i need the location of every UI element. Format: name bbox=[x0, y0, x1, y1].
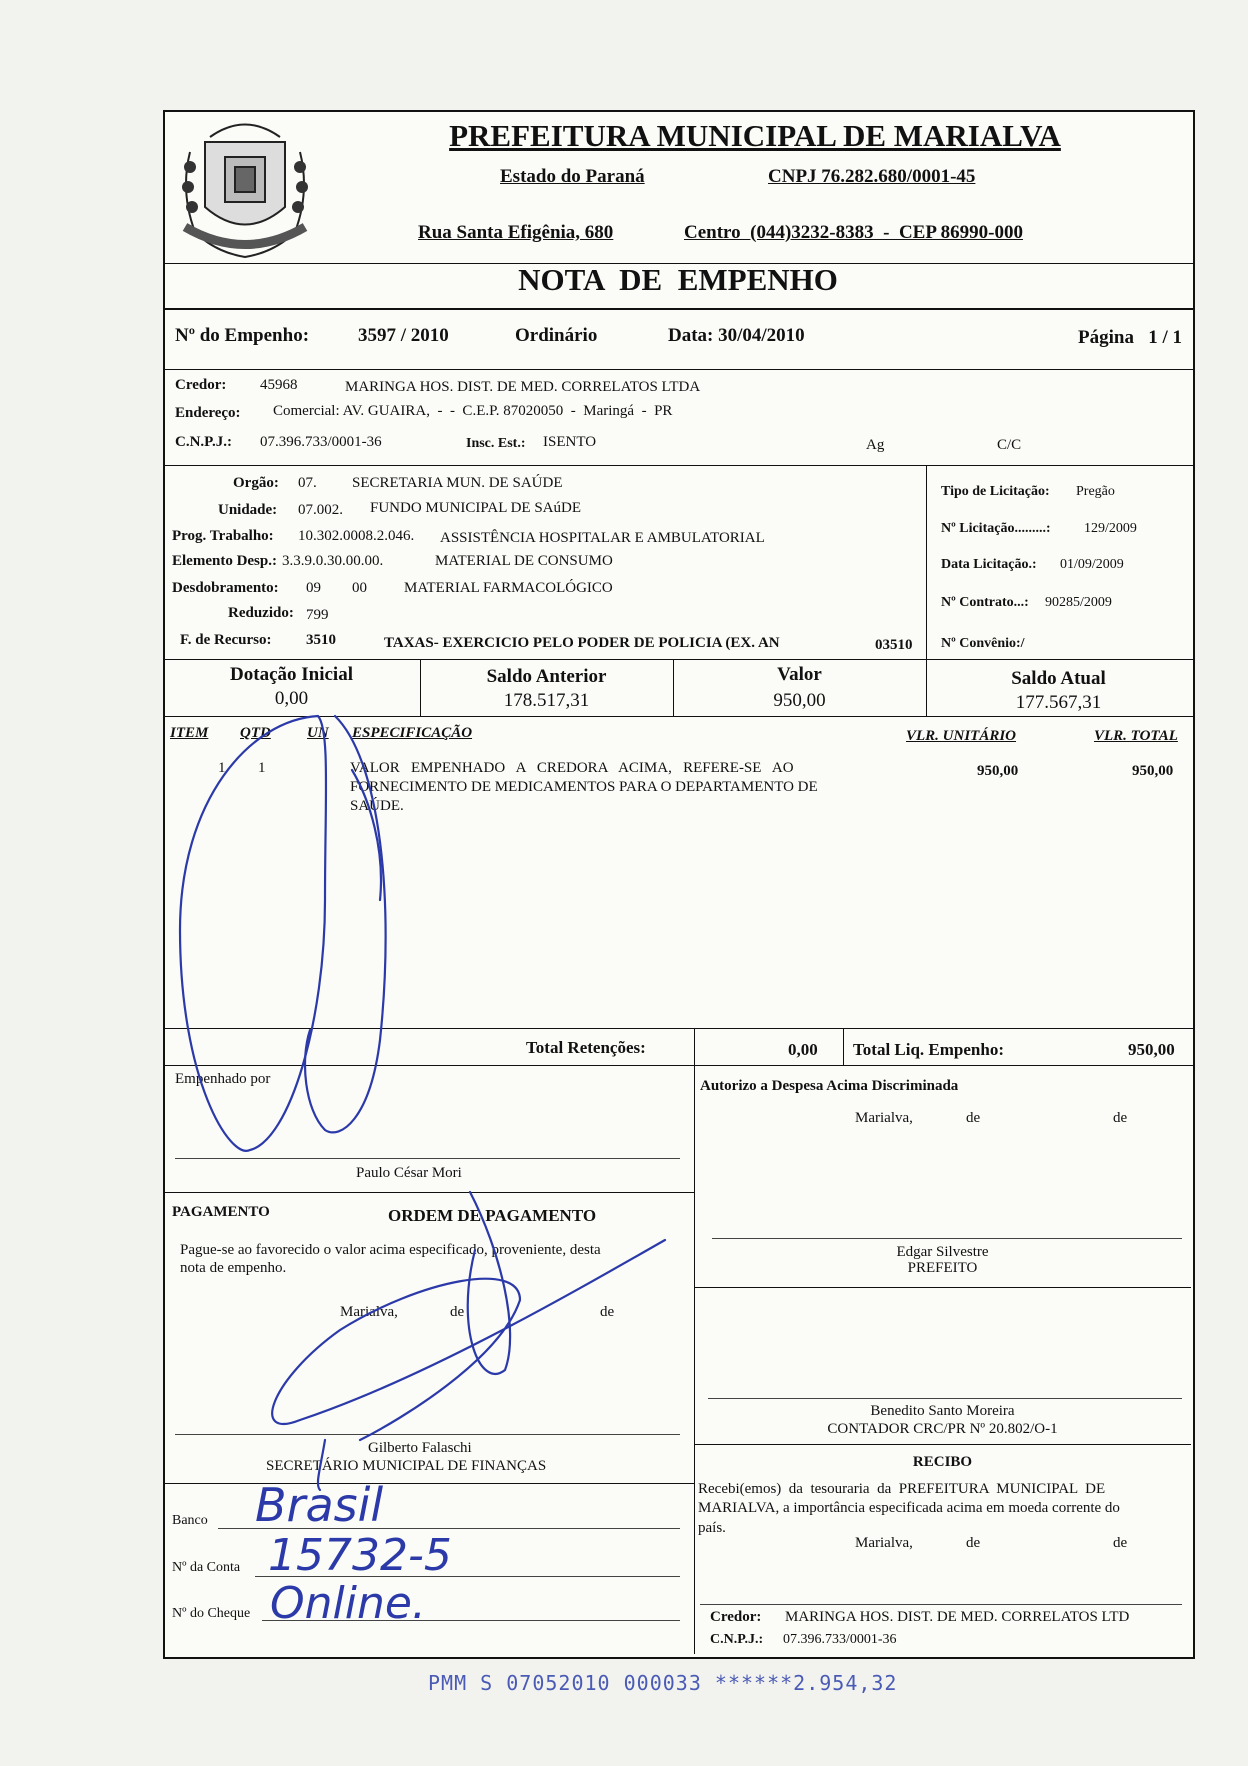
unidade-label: Unidade: bbox=[218, 502, 278, 518]
orgao-code: 07. bbox=[298, 475, 317, 491]
document-title: NOTA DE EMPENHO bbox=[518, 262, 838, 297]
items-header-vlr-total: VLR. TOTAL bbox=[1094, 728, 1178, 744]
licitacao-data: 01/09/2009 bbox=[1060, 557, 1124, 572]
licitacao-num: 129/2009 bbox=[1084, 521, 1137, 536]
pague-line2: nota de empenho. bbox=[180, 1260, 287, 1276]
recibo-cnpj: 07.396.733/0001-36 bbox=[783, 1632, 897, 1647]
cc-label: C/C bbox=[997, 437, 1022, 453]
recurso-number: 03510 bbox=[875, 637, 913, 653]
page-title: PREFEITURA MUNICIPAL DE MARIALVA bbox=[449, 118, 1061, 153]
header-address-contact: Centro (044)3232-8383 - CEP 86990-000 bbox=[684, 222, 1023, 243]
autorizo-marialva: Marialva, bbox=[855, 1110, 913, 1126]
item-esp-line2: FORNECIMENTO DE MEDICAMENTOS PARA O DEPARTAMENTO DE bbox=[350, 779, 818, 795]
credor-label: Credor: bbox=[175, 377, 227, 393]
recibo-de1: de bbox=[966, 1535, 981, 1551]
reduzido-value: 799 bbox=[306, 607, 329, 623]
handwritten-conta: 15732-5 bbox=[268, 1530, 452, 1581]
item-vlr-total: 950,00 bbox=[1132, 763, 1174, 779]
credor-cnpj-label: C.N.P.J.: bbox=[175, 434, 232, 450]
ordem-marialva: Marialva, bbox=[340, 1304, 398, 1320]
header-cnpj: CNPJ 76.282.680/0001-45 bbox=[768, 166, 976, 187]
valor-label: Valor bbox=[777, 664, 822, 685]
credor-code: 45968 bbox=[260, 377, 298, 393]
convenio-label: Nº Convênio:/ bbox=[941, 636, 1025, 651]
recibo-credor-label: Credor: bbox=[710, 1609, 762, 1625]
insc-label: Insc. Est.: bbox=[466, 436, 526, 451]
recurso-code: 3510 bbox=[306, 632, 336, 648]
contador-title: CONTADOR CRC/PR Nº 20.802/O-1 bbox=[827, 1421, 1058, 1437]
licitacao-data-label: Data Licitação.: bbox=[941, 557, 1037, 572]
recibo-line2: MARIALVA, a importância especificada acima em moeda corrente do bbox=[698, 1500, 1120, 1516]
recibo-marialva: Marialva, bbox=[855, 1535, 913, 1551]
empenho-type: Ordinário bbox=[515, 325, 598, 346]
pague-line1: Pague-se ao favorecido o valor acima especificado, proveniente, desta bbox=[180, 1242, 601, 1258]
tipo-licitacao-label: Tipo de Licitação: bbox=[941, 484, 1050, 499]
orgao-name: SECRETARIA MUN. DE SAÚDE bbox=[352, 475, 563, 491]
item-qtd: 1 bbox=[258, 760, 266, 776]
handwritten-cheque: Online. bbox=[270, 1578, 426, 1629]
financas-title: SECRETÁRIO MUNICIPAL DE FINANÇAS bbox=[266, 1458, 547, 1474]
contrato-label: Nº Contrato...: bbox=[941, 595, 1029, 610]
pagamento-title: PAGAMENTO bbox=[172, 1204, 270, 1220]
contador-name: Benedito Santo Moreira bbox=[870, 1403, 1015, 1419]
item-number: 1 bbox=[218, 760, 226, 776]
licitacao-num-label: Nº Licitação.........: bbox=[941, 521, 1051, 536]
item-esp-line3: SAÚDE. bbox=[350, 798, 404, 814]
valor-value: 950,00 bbox=[773, 690, 826, 711]
insc-value: ISENTO bbox=[543, 434, 597, 450]
total-liq-value: 950,00 bbox=[1128, 1040, 1175, 1059]
empenho-number: 3597 / 2010 bbox=[358, 325, 449, 346]
total-liq-label: Total Liq. Empenho: bbox=[853, 1040, 1004, 1059]
ag-label: Ag bbox=[866, 437, 885, 453]
handwritten-banco: Brasil bbox=[255, 1478, 384, 1532]
saldo-anterior-value: 178.517,31 bbox=[503, 690, 590, 711]
payment-stamp: PMM S 07052010 000033 ******2.954,32 bbox=[428, 1671, 898, 1695]
ordem-de2: de bbox=[600, 1304, 615, 1320]
conta-label: Nº da Conta bbox=[172, 1560, 241, 1575]
item-vlr-unit: 950,00 bbox=[977, 763, 1019, 779]
page-number: Página 1 / 1 bbox=[1078, 327, 1182, 348]
recibo-line1: Recebi(emos) da tesouraria da PREFEITURA MUNICIPAL DE bbox=[698, 1481, 1106, 1497]
autorizo-label: Autorizo a Despesa Acima Discriminada bbox=[700, 1078, 959, 1094]
header-state: Estado do Paraná bbox=[500, 166, 645, 187]
total-retencoes-label: Total Retenções: bbox=[526, 1038, 646, 1057]
recibo-title: RECIBO bbox=[912, 1454, 973, 1470]
saldo-atual-value: 177.567,31 bbox=[1015, 692, 1102, 713]
prefeito-title: PREFEITO bbox=[907, 1260, 978, 1276]
autorizo-de2: de bbox=[1113, 1110, 1128, 1126]
unidade-code: 07.002. bbox=[298, 502, 343, 518]
ordem-pagamento-title: ORDEM DE PAGAMENTO bbox=[388, 1206, 597, 1225]
credor-cnpj: 07.396.733/0001-36 bbox=[260, 434, 382, 450]
empenho-date: Data: 30/04/2010 bbox=[668, 325, 805, 346]
recurso-name: TAXAS- EXERCICIO PELO PODER DE POLICIA (EX. AN bbox=[384, 635, 780, 651]
dotacao-value: 0,00 bbox=[274, 688, 309, 709]
address-label: Endereço: bbox=[175, 405, 241, 421]
tipo-licitacao: Pregão bbox=[1076, 484, 1115, 499]
desd-b: 00 bbox=[352, 580, 367, 596]
total-retencoes-value: 0,00 bbox=[788, 1040, 818, 1059]
autorizo-de1: de bbox=[966, 1110, 981, 1126]
recibo-line3: país. bbox=[698, 1520, 726, 1536]
banco-label: Banco bbox=[172, 1513, 208, 1528]
header-address: Rua Santa Efigênia, 680 bbox=[418, 222, 614, 243]
items-header-vlr-unit: VLR. UNITÁRIO bbox=[906, 728, 1017, 744]
items-header-esp: ESPECIFICAÇÃO bbox=[352, 725, 473, 741]
desd-label: Desdobramento: bbox=[172, 580, 279, 596]
empenho-label: Nº do Empenho: bbox=[175, 325, 310, 346]
elem-label: Elemento Desp.: bbox=[172, 553, 277, 569]
recurso-label: F. de Recurso: bbox=[180, 632, 272, 648]
desd-name: MATERIAL FARMACOLÓGICO bbox=[404, 580, 613, 596]
unidade-name: FUNDO MUNICIPAL DE SAúDE bbox=[370, 500, 581, 516]
credor-name: MARINGA HOS. DIST. DE MED. CORRELATOS LTDA bbox=[345, 379, 701, 395]
empenhado-name: Paulo César Mori bbox=[356, 1165, 462, 1181]
recibo-de2: de bbox=[1113, 1535, 1128, 1551]
reduzido-label: Reduzido: bbox=[228, 605, 294, 621]
dotacao-label: Dotação Inicial bbox=[230, 664, 353, 685]
items-header-item: ITEM bbox=[170, 725, 209, 741]
empenhado-label: Empenhado por bbox=[175, 1071, 271, 1087]
prefeito-name: Edgar Silvestre bbox=[896, 1244, 989, 1260]
recibo-credor: MARINGA HOS. DIST. DE MED. CORRELATOS LTD bbox=[785, 1609, 1130, 1625]
contrato-value: 90285/2009 bbox=[1045, 595, 1112, 610]
financas-name: Gilberto Falaschi bbox=[368, 1440, 472, 1456]
elem-code: 3.3.9.0.30.00.00. bbox=[282, 553, 384, 569]
items-header-un: UN bbox=[307, 725, 329, 741]
item-esp-line1: VALOR EMPENHADO A CREDORA ACIMA, REFERE-SE AO bbox=[350, 760, 794, 776]
cheque-label: Nº do Cheque bbox=[172, 1606, 251, 1621]
desd-a: 09 bbox=[306, 580, 321, 596]
ordem-de1: de bbox=[450, 1304, 465, 1320]
elem-name: MATERIAL DE CONSUMO bbox=[435, 553, 613, 569]
prog-label: Prog. Trabalho: bbox=[172, 528, 274, 544]
credor-address: Comercial: AV. GUAIRA, - - C.E.P. 87020050 - Maringá - PR bbox=[273, 403, 673, 419]
saldo-atual-label: Saldo Atual bbox=[1011, 668, 1106, 689]
items-header-qtd: QTD bbox=[240, 725, 271, 741]
recibo-cnpj-label: C.N.P.J.: bbox=[710, 1632, 764, 1647]
prog-code: 10.302.0008.2.046. bbox=[298, 528, 415, 544]
prog-name: ASSISTÊNCIA HOSPITALAR E AMBULATORIAL bbox=[440, 530, 765, 546]
saldo-anterior-label: Saldo Anterior bbox=[486, 666, 607, 687]
orgao-label: Orgão: bbox=[233, 475, 279, 491]
